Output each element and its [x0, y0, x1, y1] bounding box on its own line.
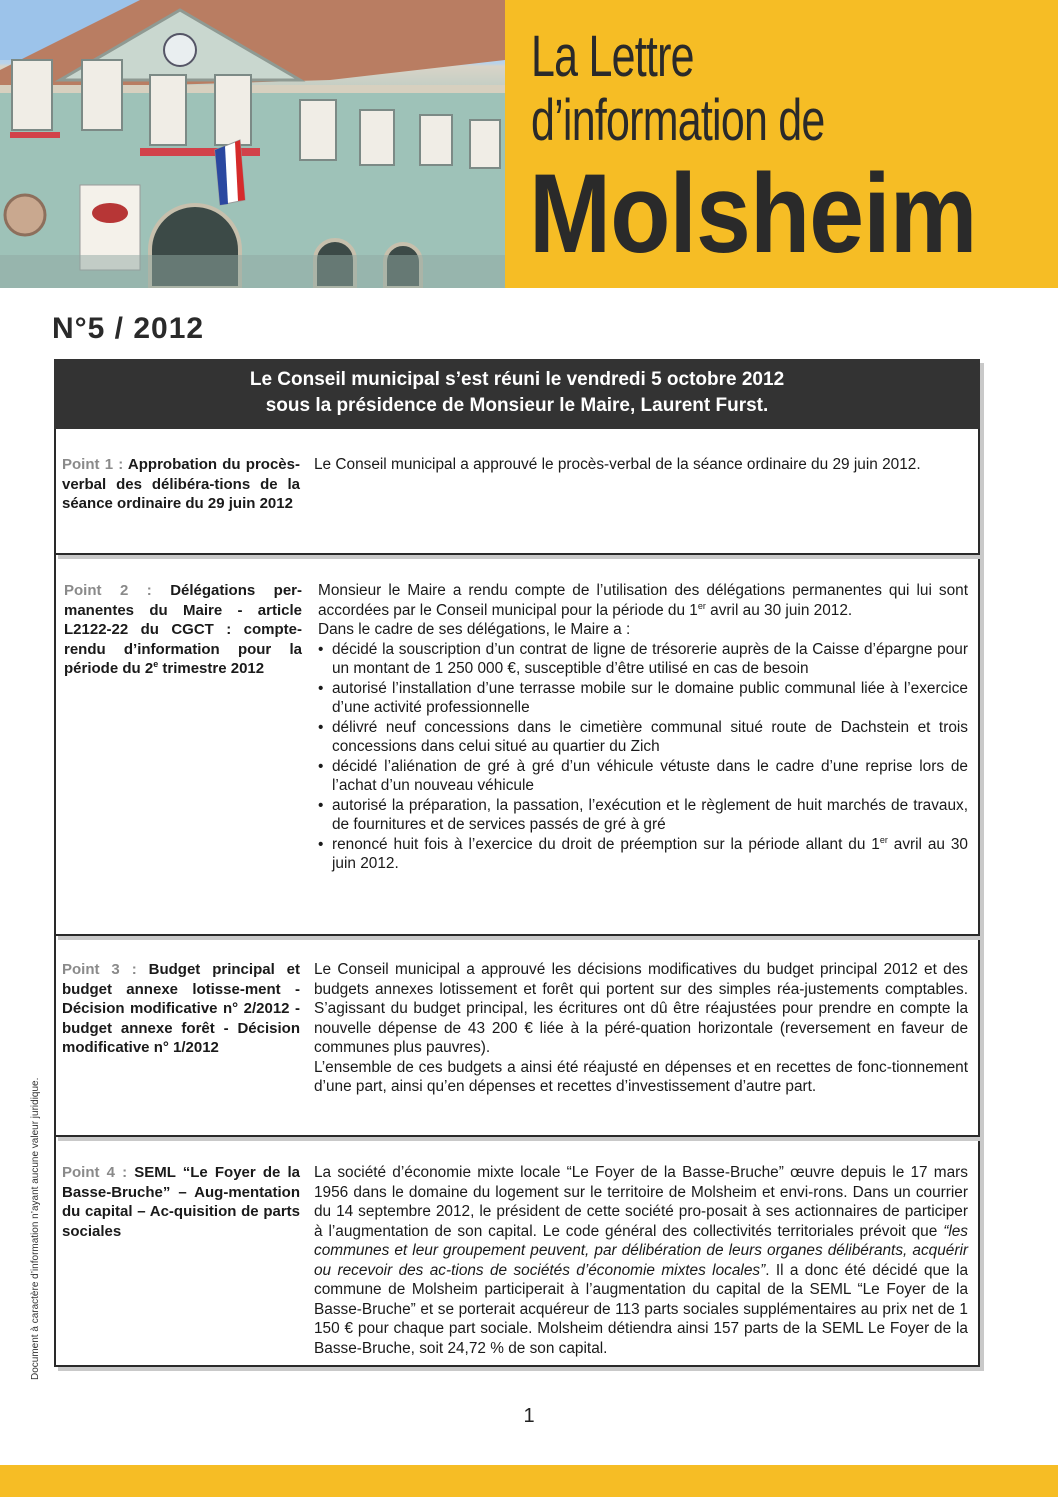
point-1-content: Le Conseil municipal a approuvé le procès-verbal de la séance ordinaire du 29 juin 2012.	[314, 456, 921, 473]
town-hall-illustration	[0, 0, 505, 288]
list-item: • décidé la souscription d’un contrat de ligne de trésorerie auprès de la Caisse d’épargne pour un montant de 1 250 000 €, susceptible d’être utilisé en cas de besoin	[318, 640, 968, 679]
separator-1-shadow	[58, 555, 984, 559]
point-2-number: Point 2 :	[64, 582, 152, 599]
point-1-label	[62, 455, 300, 514]
point-2-bullets	[318, 640, 968, 874]
point-4-content	[314, 1163, 968, 1358]
point-3-number: Point 3 :	[62, 961, 137, 978]
masthead-town: Molsheim	[529, 151, 977, 276]
separator-2-shadow	[58, 936, 984, 940]
town-hall-photo	[0, 0, 505, 288]
list-item: • autorisé l’installation d’une terrasse mobile sur le domaine public communal liée à l’exercice d’une activité professionnelle	[318, 679, 968, 718]
list-item: • décidé l’aliénation de gré à gré d’un véhicule vétuste dans le cadre d’une reprise lors de l’achat d’un nouveau véhicule	[318, 757, 968, 796]
list-item: • renoncé huit fois à l’exercice du droit de préemption sur la période allant du 1er avril au 30 juin 2012.	[318, 835, 968, 874]
box-shadow-right	[980, 363, 984, 1367]
point-3-label	[62, 960, 300, 1058]
footer-band	[0, 1465, 1058, 1497]
point-2-label	[64, 581, 302, 679]
legal-disclaimer: Document à caractère d’information n’ayant aucune valeur juridique.	[30, 1077, 41, 1380]
point-2-intro: Monsieur le Maire a rendu compte de l’utilisation des délégations permanentes qui lui sont accordées par le Conseil municipal pour la période du 1er avril au 30 juin 2012.	[318, 582, 968, 619]
point-4-paragraph: La société d’économie mixte locale “Le Foyer de la Basse-Bruche” œuvre depuis le 17 mars 1956 dans le domaine du logement sur le territoire de Molsheim et envi-rons. Dans un courrier du 14 septembre 2012, le président de cette société pro-posait à ses actionnaires de participer à l’augmentation de son capital. Le code général des collectivités territoriales prévoit que “les communes et leur groupement peuvent, par délibération de leurs organes délibérants, acquérir ou recevoir des ac-tions de sociétés d’économie mixtes locales”. Il a donc été décidé que la commune de Molsheim participerait à l’augmentation du capital de la SEML “Le Foyer de la Basse-Bruche” et se porterait acquéreur de 113 parts sociales supplémentaires au prix net de 1 150 € pour chaque part sociale. Molsheim détiendra ainsi 157 parts de la SEML Le Foyer de la Basse-Bruche, soit 24,72 % de son capital.	[314, 1164, 968, 1357]
point-2-title-sup: e	[153, 659, 159, 669]
issue-number: N°5 / 2012	[52, 312, 205, 345]
meeting-header	[54, 359, 980, 429]
point-1-number: Point 1 :	[62, 456, 124, 473]
point-2-lead: Dans le cadre de ses délégations, le Maire a :	[318, 621, 631, 638]
point-1-title: Approbation du procès-verbal des délibéra-tions de la séance ordinaire du 29 juin 2012	[62, 456, 300, 512]
point-2-title: Délégations per-manentes du Maire - article L2122-22 du CGCT : compte-rendu d’information pour la période du 2	[64, 582, 302, 677]
point-4-quote: “les communes et leur groupement peuvent, par délibération de leurs organes délibérants, acquérir ou recevoir des ac-tions de sociétés d’économie mixtes locales”	[314, 1222, 968, 1279]
masthead-line2: d’information de	[531, 88, 825, 153]
point-3-content	[314, 960, 968, 1097]
point-3-paragraph-1: Le Conseil municipal a approuvé les décisions modificatives du budget principal 2012 et des budgets annexes lotissement et forêt qui portent sur des simples réa-justements comptables. S’agissant du budget principal, les écritures ont dû être réajustées pour prendre en compte la nouvelle dépense de 43 200 € liée à la péré-quation horizontale (reversement en faveur de communes plus pauvres).	[314, 961, 968, 1056]
list-item: • délivré neuf concessions dans le cimetière communal situé route de Dachstein et trois concessions dans celui situé au quartier du Zich	[318, 718, 968, 757]
box-shadow-bottom	[58, 1367, 984, 1371]
point-3-title: Budget principal et budget annexe lotisse-ment - Décision modificative n° 2/2012 - budget annexe forêt - Décision modificative n° 1/2012	[62, 961, 301, 1056]
point-4-title: SEML “Le Foyer de la Basse-Bruche” – Aug-mentation du capital – Ac-quisition de parts sociales	[62, 1164, 301, 1240]
masthead	[505, 0, 1058, 288]
point-4-label	[62, 1163, 300, 1241]
meeting-line1: Le Conseil municipal s’est réuni le vendredi 5 octobre 2012	[249, 369, 785, 390]
point-2-title-end: trimestre 2012	[158, 660, 265, 677]
point-3-paragraph-2: L’ensemble de ces budgets a ainsi été réajusté en dépenses et en recettes de fonc-tionnement d’une part, ainsi qu’en dépenses et recettes d’investissement d’autre part.	[314, 1058, 968, 1095]
masthead-line1: La Lettre	[531, 24, 694, 89]
page-number: 1	[523, 1405, 535, 1427]
separator-3-shadow	[58, 1137, 984, 1141]
list-item: • autorisé la préparation, la passation, l’exécution et le règlement de huit marchés de travaux, de fournitures et de services passés de gré à gré	[318, 796, 968, 835]
point-4-number: Point 4 :	[62, 1164, 128, 1181]
meeting-line2: sous la présidence de Monsieur le Maire, Laurent Furst.	[265, 395, 769, 416]
point-2-content	[318, 581, 968, 874]
